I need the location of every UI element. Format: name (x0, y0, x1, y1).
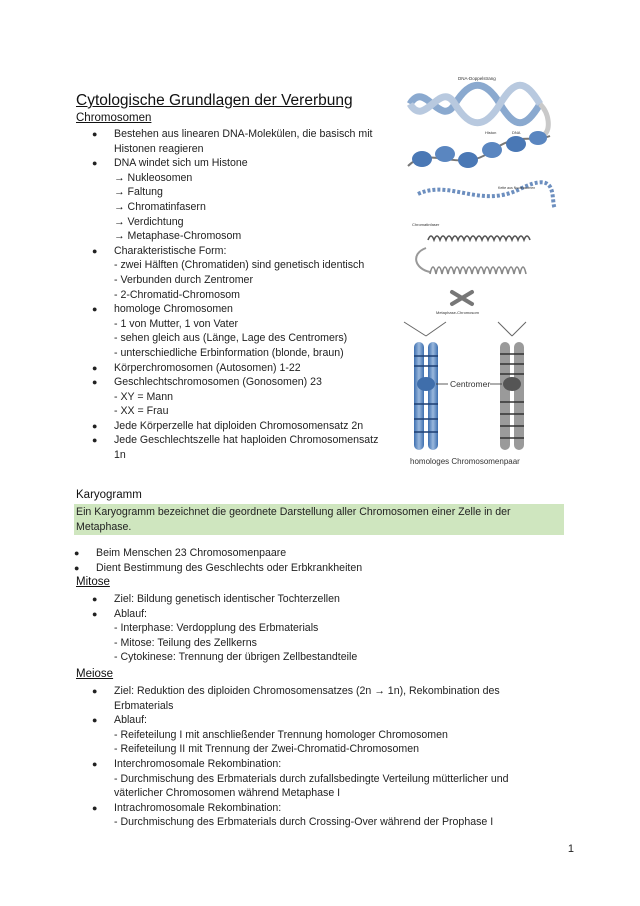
list-item-text: Erbmaterials (114, 699, 174, 712)
list-item (92, 607, 554, 622)
list-item-text: Intrachromosomale Rekombination: (114, 801, 282, 814)
list-item (92, 244, 404, 259)
list-item-text: - 2-Chromatid-Chromosom (114, 288, 240, 301)
list-item-text: - XX = Frau (114, 405, 169, 418)
section-heading-karyogramm: Karyogramm (76, 489, 142, 501)
list-item (114, 273, 404, 288)
list-item: ● Beim Menschen 23 Chromosomenpaare (74, 547, 287, 559)
bullet-icon: ● (92, 304, 98, 315)
list-item-text: Körperchromosomen (Autosomen) 1-22 (114, 361, 301, 374)
page-number: 1 (567, 843, 574, 855)
list-item-text: Histonen reagieren (114, 142, 204, 155)
list-item: ● Dient Bestimmung des Geschlechts oder Erbkrankheiten (74, 561, 363, 574)
bullet-icon: ● (92, 245, 98, 256)
list-item (114, 772, 564, 787)
list-item-text: Ziel: Reduktion des diploiden Chromosomensatzes (2n → 1n), Rekombination des (114, 685, 500, 697)
list-item-text: - XY = Mann (114, 390, 173, 403)
meiose-list (92, 684, 564, 830)
bullet-icon: ● (92, 608, 98, 619)
list-item (92, 757, 564, 772)
list-item-text: väterlicher Chromosomen während Metaphase I (114, 787, 341, 800)
list-item (114, 346, 404, 361)
section-heading-meiose: Meiose (76, 668, 114, 680)
bullet-icon: ● (92, 686, 98, 696)
label-chromatinfaser: Chromatinfaser (412, 222, 440, 227)
list-item (114, 636, 554, 651)
list-item-text: Ablauf: (114, 607, 147, 620)
homologous-pair-left-graphic (404, 322, 446, 450)
list-item-text: → Metaphase-Chromosom (114, 230, 242, 243)
list-item (114, 142, 404, 157)
list-item (92, 801, 564, 816)
bullet-icon: ● (92, 377, 98, 388)
list-item-text: → Faltung (114, 186, 163, 199)
chromosomen-list (92, 127, 404, 463)
metaphase-chromosome-graphic (452, 292, 472, 304)
homologous-pair-right-graphic (498, 322, 526, 450)
section-heading-mitose: Mitose (76, 576, 110, 588)
list-item (92, 156, 404, 171)
list-item-text: Jede Geschlechtszelle hat haploiden Chromosomensatz (114, 434, 379, 447)
bullet-icon: ● (92, 715, 98, 726)
list-item-text: → Nukleosomen (114, 171, 193, 184)
bullet-icon: ● (92, 129, 98, 139)
list-item (92, 375, 404, 390)
list-item (114, 742, 564, 757)
karyogramm-bullets (74, 546, 556, 575)
list-item (114, 185, 404, 200)
bullet-icon: ● (74, 562, 80, 573)
list-item-text: - Interphase: Verdopplung des Erbmaterials (114, 622, 319, 635)
list-item (92, 361, 404, 376)
list-item (114, 404, 404, 419)
list-item-text: - Durchmischung des Erbmaterials durch Crossing-Over während der Prophase I (114, 816, 494, 829)
list-item-text: Ziel: Bildung genetisch identischer Tochterzellen (114, 593, 340, 605)
list-item-text: Jede Körperzelle hat diploiden Chromosomensatz 2n (114, 419, 364, 432)
bullet-icon: ● (92, 758, 98, 769)
dna-helix-graphic (410, 85, 548, 134)
list-item-text: Charakteristische Form: (114, 244, 227, 257)
label-homologes-chromosomenpaar: homologes Chromosomenpaar (410, 457, 520, 466)
list-item (92, 684, 564, 699)
list-item-text: → Verdichtung (114, 215, 184, 228)
list-item (114, 331, 404, 346)
label-nucleosomen: Kette aus Nucleosomen (498, 186, 536, 190)
list-item (114, 786, 564, 801)
list-item-text: - Reifeteilung I mit anschließender Trennung homologer Chromosomen (114, 728, 448, 741)
list-item-text: → Chromatinfasern (114, 200, 206, 213)
list-item (114, 317, 404, 332)
bullet-icon: ● (92, 594, 98, 604)
section-heading-chromosomen: Chromosomen (76, 112, 152, 124)
mitose-list (92, 592, 554, 665)
bullet-icon: ● (74, 548, 80, 558)
list-item-text: DNA windet sich um Histone (114, 157, 248, 170)
list-item-text: - sehen gleich aus (Länge, Lage des Centromers) (114, 332, 348, 345)
list-item-text: - 1 von Mutter, 1 von Vater (114, 317, 239, 330)
list-item-text: homologe Chromosomen (114, 303, 233, 316)
list-item-text: - Cytokinese: Trennung der übrigen Zellbestandteile (114, 651, 358, 664)
list-item (114, 229, 404, 244)
list-item (92, 433, 404, 448)
list-item (114, 215, 404, 230)
list-item (92, 713, 564, 728)
list-item (114, 650, 554, 665)
list-item-text: Interchromosomale Rekombination: (114, 757, 282, 770)
list-item (114, 258, 404, 273)
list-item (114, 621, 554, 636)
list-item-text: - unterschiedliche Erbinformation (blonde, braun) (114, 346, 344, 359)
chromosome-figure (400, 74, 564, 474)
list-item (92, 592, 554, 607)
chromatin-fiber-graphic (416, 236, 530, 274)
list-item-text: 1n (114, 449, 126, 462)
label-dna-doppelstrang: DNA-Doppelstrang (458, 76, 496, 81)
bullet-icon: ● (92, 802, 98, 813)
list-item (114, 288, 404, 303)
list-item (114, 390, 404, 405)
list-item (114, 171, 404, 186)
bullet-icon: ● (92, 420, 98, 431)
list-item (114, 699, 564, 714)
list-item-text: - Mitose: Teilung des Zellkerns (114, 636, 257, 649)
label-metaphase-chromosom: Metaphase-Chromosom (436, 310, 479, 315)
karyogramm-definition-line2: Metaphase. (76, 521, 132, 533)
bullet-icon: ● (92, 158, 98, 169)
bullet-icon: ● (92, 435, 98, 446)
list-item (92, 302, 404, 317)
list-item (92, 419, 404, 434)
list-item-text: Bestehen aus linearen DNA-Molekülen, die basisch mit (114, 128, 373, 140)
list-item (114, 815, 564, 830)
list-item (92, 127, 404, 142)
list-item-text: Ablauf: (114, 714, 147, 727)
label-dna: DNA (512, 130, 521, 135)
list-item (114, 448, 404, 463)
list-item (114, 200, 404, 215)
list-item (114, 728, 564, 743)
bullet-icon: ● (92, 362, 98, 373)
nucleosome-chain-graphic (408, 131, 550, 168)
label-histon: Histon (485, 130, 497, 135)
page-title: Cytologische Grundlagen der Vererbung (76, 92, 353, 109)
list-item-text: - Reifeteilung II mit Trennung der Zwei-Chromatid-Chromosomen (114, 743, 419, 756)
list-item-text: - Verbunden durch Zentromer (114, 273, 253, 286)
list-item-text: - zwei Hälften (Chromatiden) sind genetisch identisch (114, 259, 365, 272)
karyogramm-definition-line1: Ein Karyogramm bezeichnet die geordnete Darstellung aller Chromosomen einer Zelle in der (76, 506, 511, 518)
list-item-text: - Durchmischung des Erbmaterials durch zufallsbedingte Verteilung mütterlicher und (114, 772, 509, 785)
list-item-text: Geschlechtschromosomen (Gonosomen) 23 (114, 376, 322, 389)
label-centromer: Centromer (450, 379, 491, 389)
